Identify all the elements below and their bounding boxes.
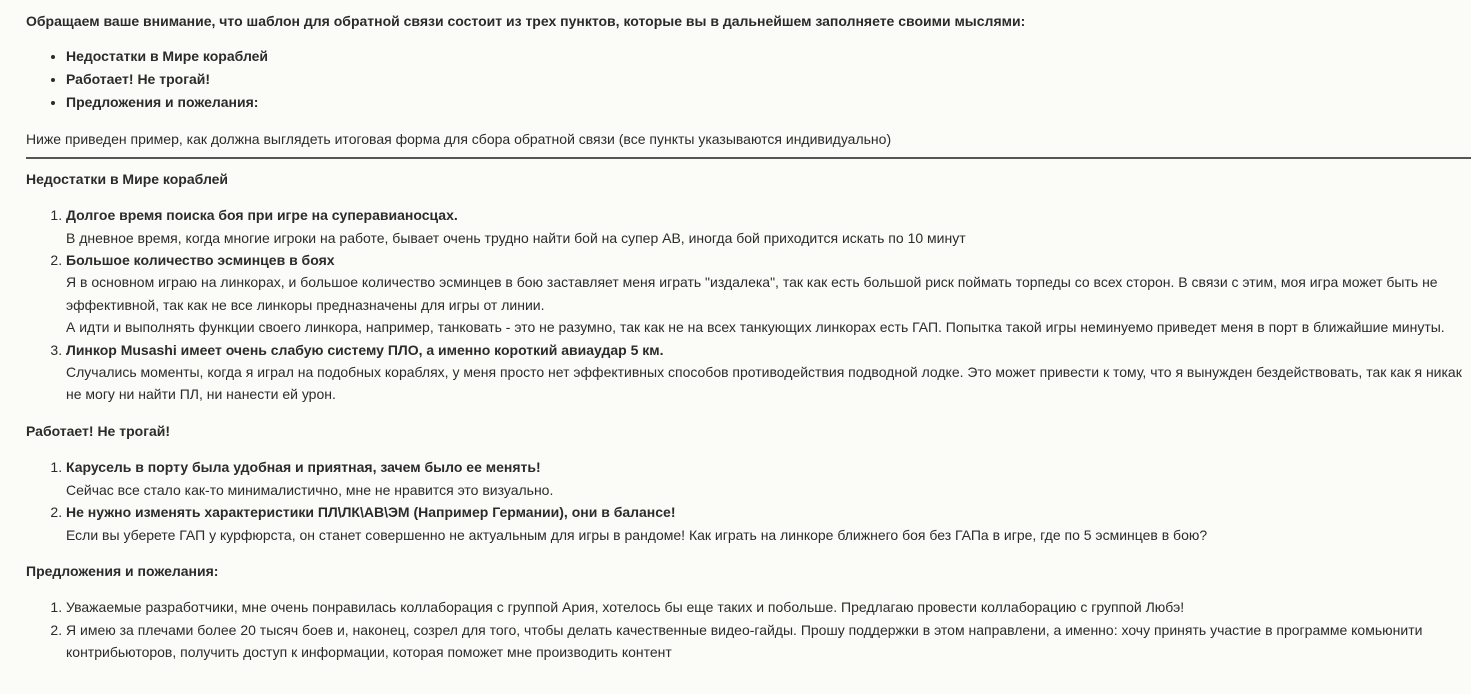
list-item <box>66 501 1462 546</box>
item-desc: Я в основном играю на линкорах, и большое количество эсминцев в бою заставляет меня играть "издалека", так как есть большой риск поймать торпеды со всех сторон. В связи с этим, моя игра может быть не эффективной, так как не все линкоры предназначены для игры от линии. <box>66 274 1438 313</box>
section-title-shortcomings: Недостатки в Мире кораблей <box>26 170 229 187</box>
item-title: Долгое время поиска боя при игре на суперавианосцах. <box>66 207 458 224</box>
list-item <box>66 596 1462 618</box>
item-title: Карусель в порту была удобная и приятная, зачем было ее менять! <box>66 459 541 476</box>
shortcomings-list <box>26 204 1462 406</box>
item-desc: В дневное время, когда многие игроки на работе, бывает очень трудно найти бой на супер АВ, иногда бой приходится искать по 10 минут <box>66 229 966 246</box>
list-item <box>66 249 1462 339</box>
list-item <box>66 339 1462 406</box>
template-point: • Работает! Не трогай! <box>66 68 1462 91</box>
list-item <box>66 204 1462 249</box>
list-item <box>66 456 1462 501</box>
divider <box>26 157 1471 159</box>
section-title-works: Работает! Не трогай! <box>26 422 171 439</box>
works-list <box>26 456 1462 546</box>
list-item <box>66 619 1462 664</box>
section-title-suggestions: Предложения и пожелания: <box>26 562 219 579</box>
item-desc: Уважаемые разработчики, мне очень понравилась коллаборация с группой Ария, хотелось бы еще таких и побольше. Предлагаю провести коллаборацию с группой Любэ! <box>66 599 1185 616</box>
item-title: Линкор Musashi имеет очень слабую систему ПЛО, а именно короткий авиаудар 5 км. <box>66 341 664 358</box>
template-point: • Предложения и пожелания: <box>66 91 1462 114</box>
intro-text: Обращаем ваше внимание, что шаблон для обратной связи состоит из трех пунктов, которые вы в дальнейшем заполняете своими мыслями: <box>26 13 1026 29</box>
item-title: Не нужно изменять характеристики ПЛ\ЛК\АВ\ЭМ (Например Германии), они в балансе! <box>66 504 676 521</box>
item-desc: А идти и выполнять функции своего линкора, например, танковать - это не разумно, так как не на всех танкующих линкорах есть ГАП. Попытка такой игры неминуемо приведет меня в порт в ближайшие минуты. <box>66 319 1445 336</box>
item-desc: Сейчас все стало как-то минималистично, мне не нравится это визуально. <box>66 481 554 498</box>
template-points-list <box>26 45 1462 114</box>
item-desc: Я имею за плечами более 20 тысяч боев и, наконец, созрел для того, чтобы делать качественные видео-гайды. Прошу поддержки в этом направлени, а именно: хочу принять участие в программе комьюнити контрибьюторов, получить доступ к информации, которая поможет мне производить контент <box>66 621 1423 661</box>
item-desc: Если вы уберете ГАП у курфюрста, он станет совершенно не актуальным для игры в рандоме! Как играть на линкоре ближнего боя без ГАПа в игре, где по 5 эсминцев в бою? <box>66 526 1208 543</box>
example-note: Ниже приведен пример, как должна выглядеть итоговая форма для сбора обратной связи (все пункты указываются индивидуально) <box>26 131 892 148</box>
item-title: Большое количество эсминцев в боях <box>66 252 335 269</box>
template-point: • Недостатки в Мире кораблей <box>66 45 1462 68</box>
item-desc: Случались моменты, когда я играл на подобных кораблях, у меня просто нет эффективных способов противодействия подводной лодке. Это может привести к тому, что я вынужден бездействовать, так как я никак не могу ни найти ПЛ, ни нанести ей урон. <box>66 364 1462 403</box>
suggestions-list <box>26 596 1462 663</box>
